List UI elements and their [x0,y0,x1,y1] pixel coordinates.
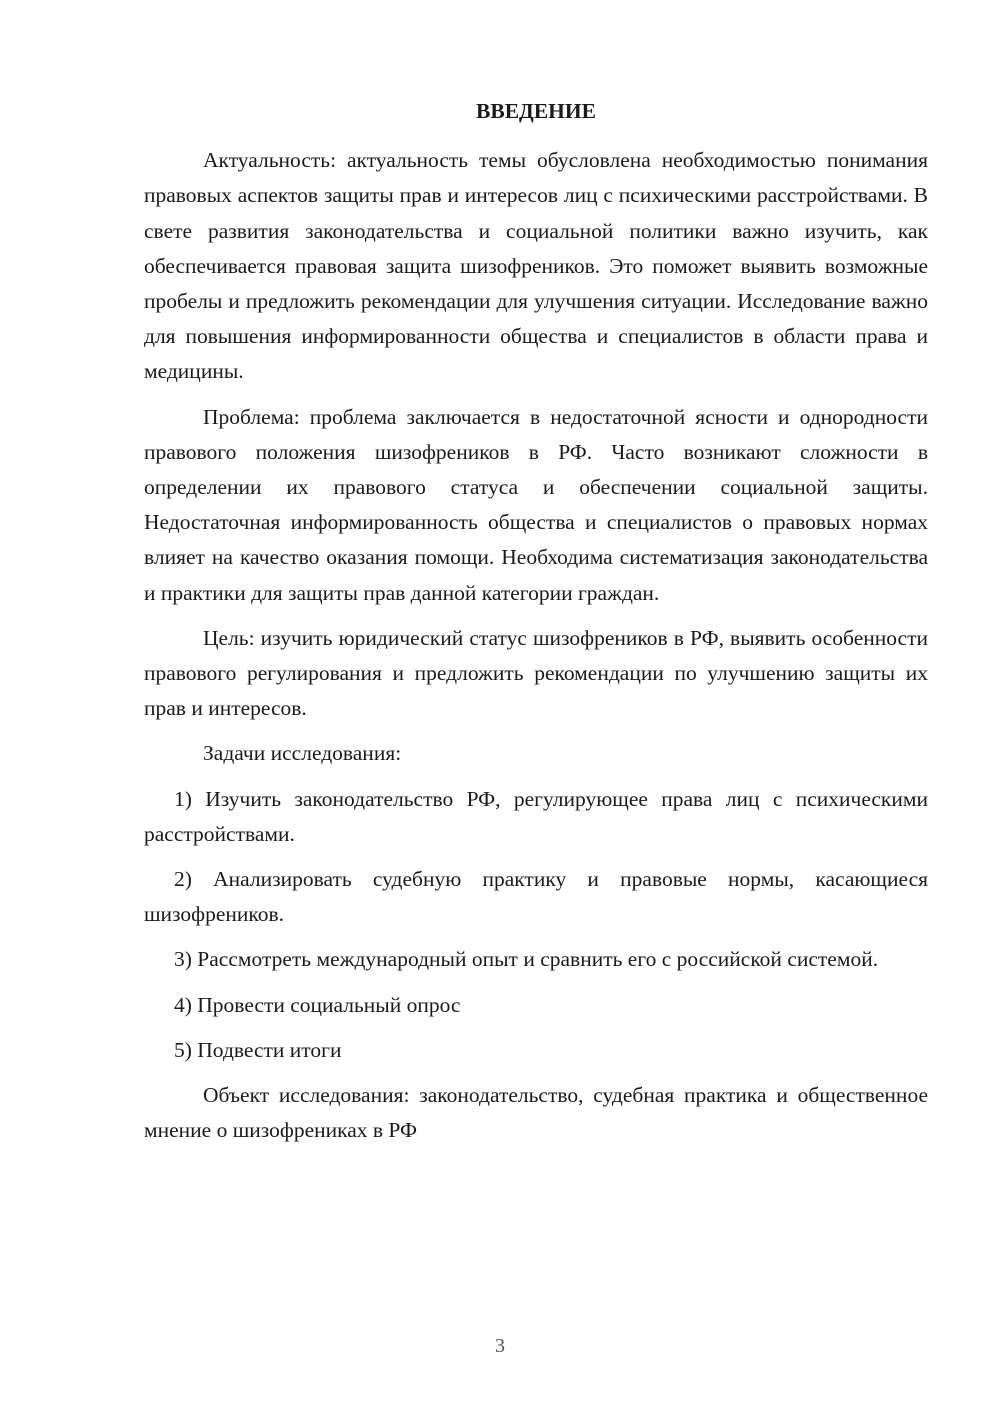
document-page [144,94,928,1148]
list-item-task-4: 4) Провести социальный опрос [174,992,461,1017]
list-item-task-1: 1) Изучить законодательство РФ, регулирующее права лиц с психическими расстройствами. [144,786,928,846]
paragraph-goal: Цель: изучить юридический статус шизофреников в РФ, выявить особенности правового регулирования и предложить рекомендации по улучшению защиты их прав и интересов. [144,625,928,721]
paragraph-relevance: Актуальность: актуальность темы обусловлена необходимостью понимания правовых аспектов защиты прав и интересов лиц с психическими расстройствами. В свете развития законодательства и социальной политики важно изучить, как обеспечивается правовая защита шизофреников. Это поможет выявить возможные пробелы и предложить рекомендации для улучшения ситуации. Исследование важно для повышения информированности общества и специалистов в области права и медицины. [144,148,928,384]
page-number: 3 [495,1335,505,1357]
list-item-task-2: 2) Анализировать судебную практику и правовые нормы, касающиеся шизофреников. [144,867,928,927]
paragraph-problem: Проблема: проблема заключается в недостаточной ясности и однородности правового положения шизофреников в РФ. Часто возникают сложности в определении их правового статуса и обеспечении социальной защиты. Недостаточная информированность общества и специалистов о правовых нормах влияет на качество оказания помощи. Необходима систематизация законодательства и практики для защиты прав данной категории граждан. [144,404,928,605]
paragraph-object: Объект исследования: законодательство, судебная практика и общественное мнение о шизофрениках в РФ [144,1083,928,1143]
list-item-task-5: 5) Подвести итоги [174,1037,342,1062]
page-title: ВВЕДЕНИЕ [476,99,596,123]
tasks-heading: Задачи исследования: [203,741,402,766]
list-item-task-3: 3) Рассмотреть международный опыт и сравнить его с российской системой. [174,947,879,972]
